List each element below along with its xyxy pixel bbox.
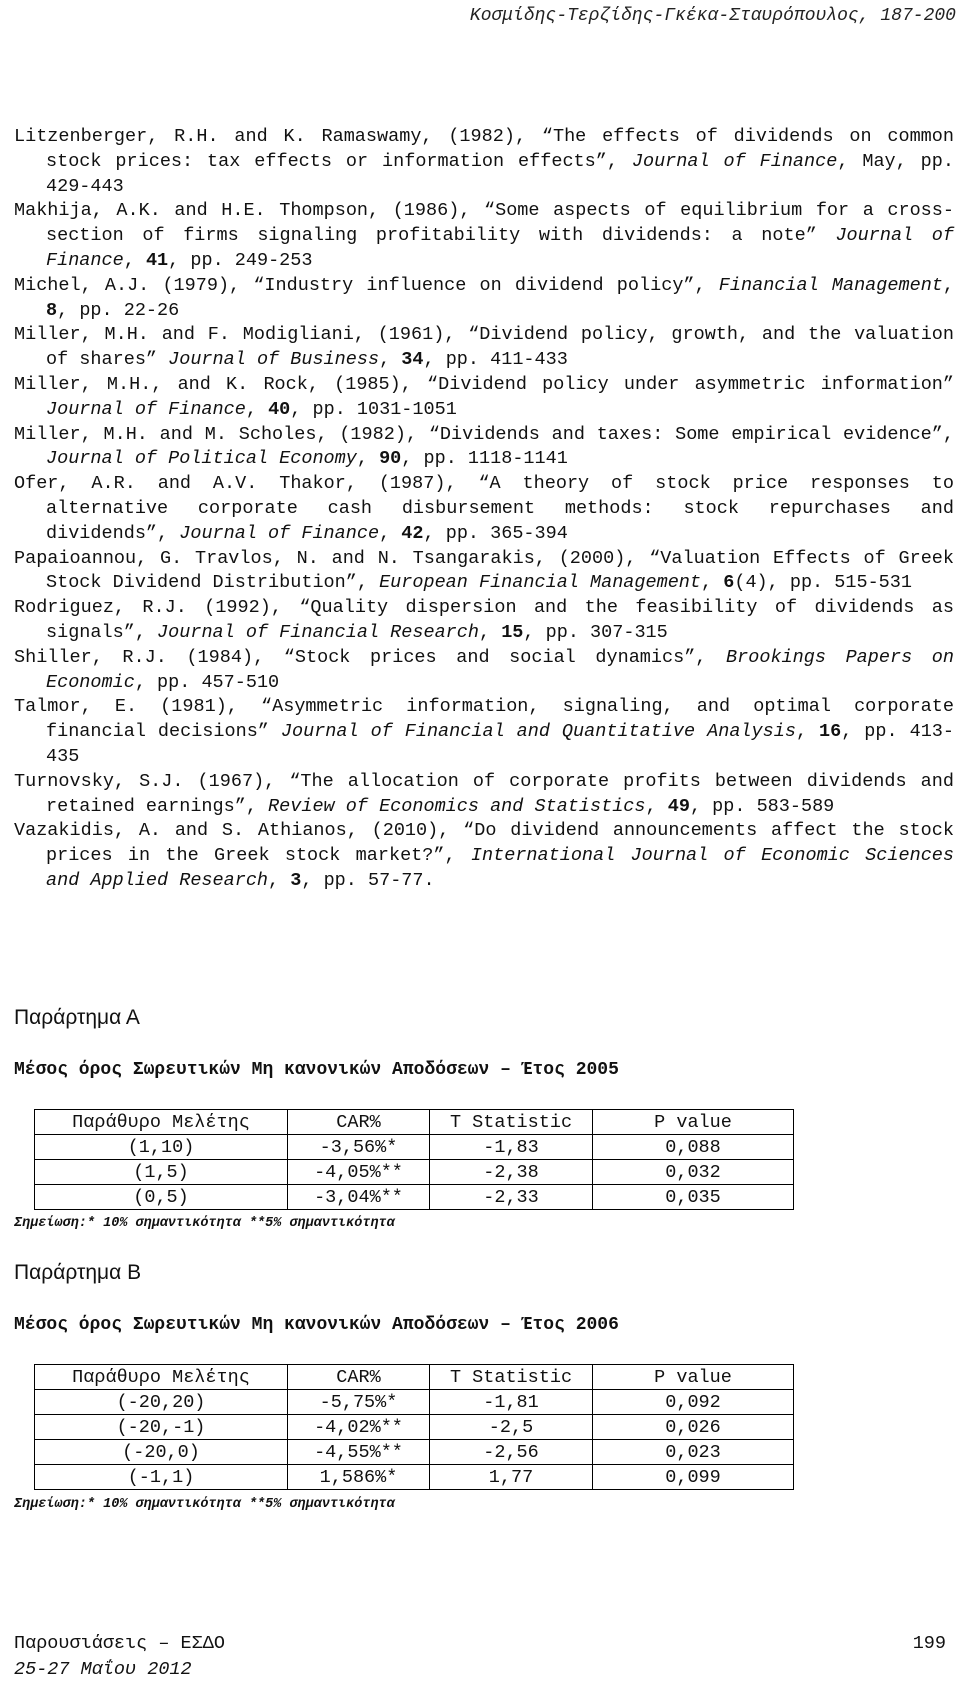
- reference-entry: [14, 695, 954, 769]
- reference-text: Rodriguez, R.J. (1992), “Quality dispersion and the feasibility of dividends as signals”,: [14, 597, 954, 643]
- table-row: [35, 1135, 794, 1160]
- table-header-row: [35, 1110, 794, 1135]
- reference-volume: 8: [46, 299, 58, 321]
- reference-entry: [14, 596, 954, 646]
- table-a-note: Σημείωση:* 10% σημαντικότητα **5% σημαντικότητα: [14, 1216, 395, 1231]
- table-cell: 0,032: [593, 1160, 794, 1185]
- reference-volume: 3: [290, 869, 302, 891]
- table-row: [35, 1415, 794, 1440]
- footer-conference: Παρουσιάσεις – ΕΣΔΟ: [14, 1633, 225, 1654]
- appendix-b-title: Παράρτημα Β: [14, 1261, 142, 1284]
- table-cell: 0,099: [593, 1465, 794, 1490]
- reference-text: Ofer, A.R. and A.V. Thakor, (1987), “A theory of stock price responses to alternative corporate cash disbursement methods: stock repurchases and dividends”,: [14, 473, 954, 544]
- table-cell: (-20,0): [35, 1440, 288, 1465]
- table-cell: (1,5): [35, 1160, 288, 1185]
- reference-text: , pp. 583-589: [689, 795, 835, 817]
- reference-text: ,: [795, 721, 820, 743]
- reference-text: , pp. 413-435: [46, 721, 954, 767]
- table-cell: 0,035: [593, 1185, 794, 1210]
- table-b: [34, 1364, 794, 1490]
- reference-source: Journal of Financial Research: [157, 621, 479, 643]
- table-header-row: [35, 1365, 794, 1390]
- column-header: Παράθυρο Μελέτης: [35, 1365, 288, 1390]
- column-header: Παράθυρο Μελέτης: [35, 1110, 288, 1135]
- table-row: [35, 1390, 794, 1415]
- reference-entry: [14, 199, 954, 273]
- table-cell: 0,092: [593, 1390, 794, 1415]
- reference-volume: 40: [268, 398, 291, 420]
- reference-text: Makhija, A.K. and H.E. Thompson, (1986), “Some aspects of equilibrium for a cross-section of firms signaling profitability with dividends: a note”: [14, 200, 954, 247]
- reference-entry: [14, 547, 954, 597]
- reference-entry: [14, 770, 954, 820]
- column-header: T Statistic: [430, 1365, 593, 1390]
- reference-entry: [14, 819, 954, 893]
- reference-text: ,: [701, 572, 724, 594]
- column-header: T Statistic: [430, 1110, 593, 1135]
- reference-text: , pp. 249-253: [168, 249, 313, 271]
- reference-text: , pp. 457-510: [134, 671, 280, 693]
- reference-entry: [14, 125, 954, 199]
- table-cell: 0,023: [593, 1440, 794, 1465]
- reference-source: Journal of Finance: [46, 398, 246, 420]
- reference-volume: 41: [145, 249, 169, 271]
- table-cell: 1,586%*: [288, 1465, 430, 1490]
- running-header: Κοσμίδης-Τερζίδης-Γκέκα-Σταυρόπουλος, 187-200: [469, 6, 956, 26]
- footer-page-number: 199: [912, 1633, 946, 1654]
- table-cell: -2,33: [430, 1185, 593, 1210]
- reference-text: Miller, M.H. and M. Scholes, (1982), “Dividends and taxes: Some empirical evidence”,: [14, 423, 954, 445]
- reference-text: ,: [379, 522, 402, 544]
- reference-text: Miller, M.H., and K. Rock, (1985), “Dividend policy under asymmetric information”: [14, 373, 954, 395]
- table-cell: (-20,-1): [35, 1415, 288, 1440]
- reference-text: ,: [645, 795, 668, 817]
- column-header: CAR%: [288, 1365, 430, 1390]
- reference-text: , pp. 411-433: [423, 349, 568, 371]
- reference-entry: [14, 373, 954, 423]
- column-header: CAR%: [288, 1110, 430, 1135]
- reference-entry: [14, 646, 954, 696]
- table-row: [35, 1465, 794, 1490]
- table-b-note: Σημείωση:* 10% σημαντικότητα **5% σημαντικότητα: [14, 1497, 395, 1512]
- table-cell: -1,81: [430, 1390, 593, 1415]
- column-header: P value: [593, 1110, 794, 1135]
- reference-source: International Journal of Economic Sciences and Applied Research: [46, 845, 955, 891]
- reference-text: , pp. 307-315: [523, 621, 668, 643]
- reference-source: Journal of Finance: [46, 225, 954, 271]
- reference-volume: 16: [819, 721, 842, 743]
- table-cell: -4,02%**: [288, 1415, 430, 1440]
- reference-text: (4), pp. 515-531: [734, 572, 912, 594]
- reference-text: Vazakidis, A. and S. Athianos, (2010), “Do dividend announcements affect the stock prices in the Greek stock market?”,: [14, 820, 954, 867]
- reference-source: European Financial Management: [379, 572, 702, 594]
- reference-source: Financial Management: [718, 274, 943, 296]
- reference-volume: 15: [501, 621, 524, 643]
- reference-text: Talmor, E. (1981), “Asymmetric information, signaling, and optimal corporate financial decisions”: [14, 696, 954, 743]
- reference-text: , pp. 22-26: [57, 299, 180, 321]
- table-cell: -2,38: [430, 1160, 593, 1185]
- reference-text: Shiller, R.J. (1984), “Stock prices and social dynamics”,: [14, 646, 727, 668]
- reference-text: , pp. 1118-1141: [401, 448, 568, 470]
- reference-volume: 90: [379, 448, 402, 470]
- table-cell: 0,026: [593, 1415, 794, 1440]
- reference-text: Papaioannou, G. Travlos, N. and N. Tsangarakis, (2000), “Valuation Effects of Greek Stock Dividend Distribution”,: [14, 547, 954, 594]
- reference-text: , pp. 365-394: [423, 522, 568, 544]
- reference-text: Litzenberger, R.H. and K. Ramaswamy, (1982), “The effects of dividends on common stock prices: tax effects or information effects”,: [14, 126, 954, 172]
- table-cell: -2,5: [430, 1415, 593, 1440]
- table-a: [34, 1109, 794, 1210]
- reference-source: Journal of Political Economy: [46, 448, 357, 470]
- reference-text: ,: [123, 249, 146, 271]
- table-row: [35, 1185, 794, 1210]
- table-row: [35, 1160, 794, 1185]
- table-cell: 0,088: [593, 1135, 794, 1160]
- table-a-caption: Μέσος όρος Σωρευτικών Μη κανονικών Αποδόσεων – Έτος 2005: [14, 1060, 619, 1080]
- reference-text: ,: [268, 869, 291, 891]
- reference-list: [14, 125, 954, 894]
- reference-text: , pp. 57-77.: [301, 869, 435, 891]
- reference-text: ,: [478, 621, 502, 643]
- table-cell: (0,5): [35, 1185, 288, 1210]
- reference-text: Michel, A.J. (1979), “Industry influence on dividend policy”,: [14, 274, 719, 296]
- table-cell: -5,75%*: [288, 1390, 430, 1415]
- reference-entry: [14, 274, 954, 324]
- table-cell: (-20,20): [35, 1390, 288, 1415]
- reference-text: Turnovsky, S.J. (1967), “The allocation of corporate profits between dividends and retained earnings”,: [14, 770, 954, 817]
- reference-text: ,: [245, 398, 269, 420]
- reference-entry: [14, 423, 954, 473]
- reference-text: ,: [942, 274, 955, 296]
- reference-text: ,: [356, 448, 380, 470]
- reference-entry: [14, 472, 954, 546]
- table-cell: -1,83: [430, 1135, 593, 1160]
- reference-volume: 6: [723, 572, 735, 594]
- reference-volume: 49: [667, 795, 690, 817]
- reference-text: Miller, M.H. and F. Modigliani, (1961), “Dividend policy, growth, and the valuation of shares”: [14, 324, 954, 371]
- footer-date: 25-27 Μαΐου 2012: [14, 1659, 192, 1680]
- reference-source: Journal of Finance: [179, 522, 380, 544]
- table-cell: -4,05%**: [288, 1160, 430, 1185]
- reference-source: Journal of Finance: [631, 150, 838, 172]
- reference-text: ,: [379, 349, 402, 371]
- table-cell: -3,56%*: [288, 1135, 430, 1160]
- reference-volume: 34: [401, 349, 424, 371]
- table-b-caption: Μέσος όρος Σωρευτικών Μη κανονικών Αποδόσεων – Έτος 2006: [14, 1315, 619, 1335]
- table-cell: -2,56: [430, 1440, 593, 1465]
- reference-source: Journal of Financial and Quantitative Analysis: [280, 721, 796, 743]
- reference-volume: 42: [401, 522, 424, 544]
- table-cell: (-1,1): [35, 1465, 288, 1490]
- reference-source: Journal of Business: [168, 349, 380, 371]
- reference-source: Brookings Papers on Economic: [46, 646, 954, 693]
- reference-entry: [14, 323, 954, 373]
- reference-source: Review of Economics and Statistics: [268, 795, 646, 817]
- appendix-a-title: Παράρτημα Α: [14, 1006, 140, 1029]
- table-cell: -3,04%**: [288, 1185, 430, 1210]
- table-cell: -4,55%**: [288, 1440, 430, 1465]
- table-row: [35, 1440, 794, 1465]
- column-header: P value: [593, 1365, 794, 1390]
- table-cell: 1,77: [430, 1465, 593, 1490]
- reference-text: , pp. 1031-1051: [290, 398, 457, 420]
- table-cell: (1,10): [35, 1135, 288, 1160]
- reference-text: , May, pp. 429-443: [46, 150, 954, 197]
